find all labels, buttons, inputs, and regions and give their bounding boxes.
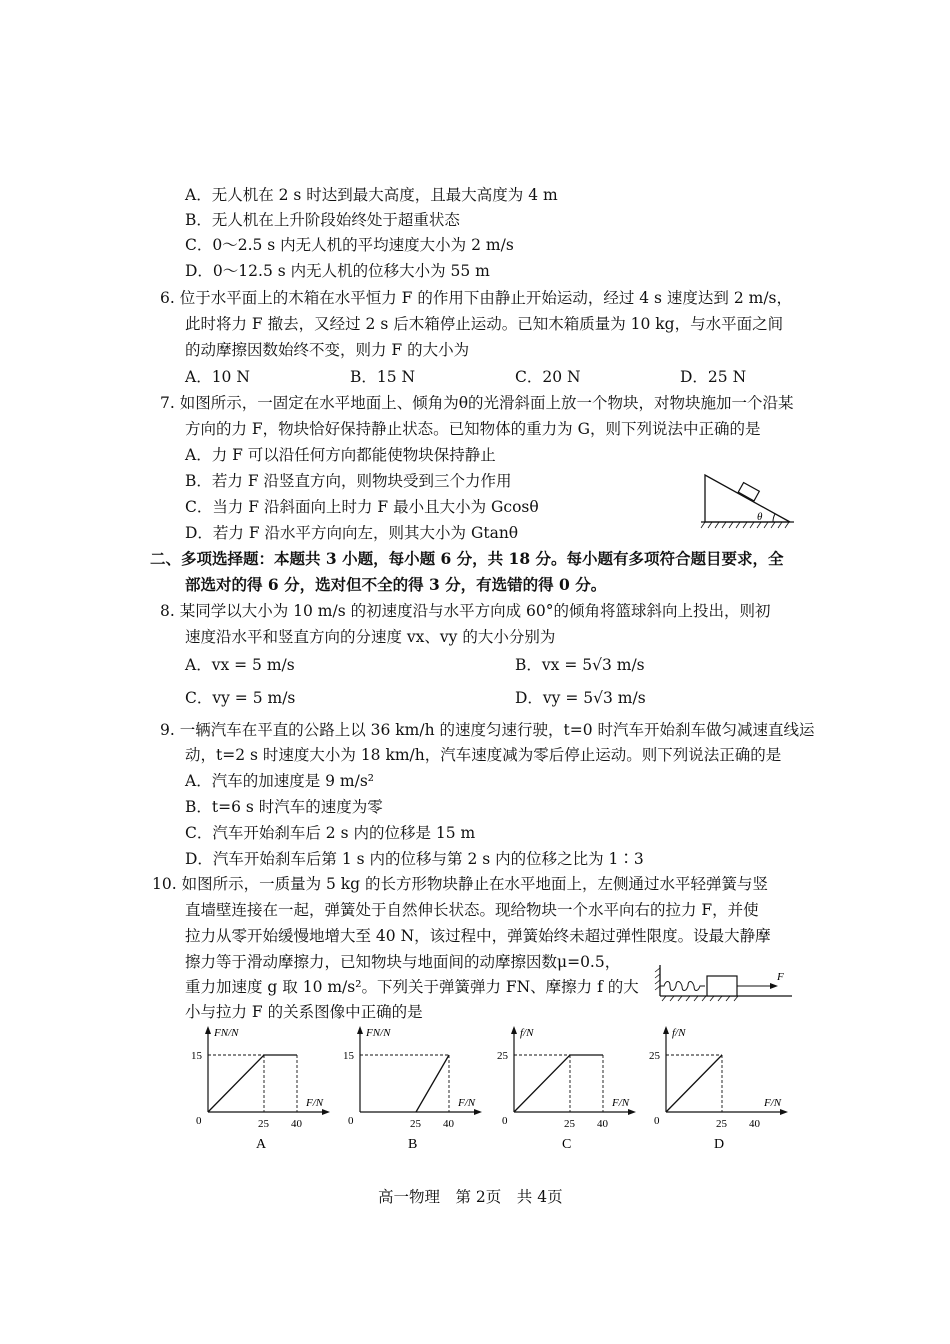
q10-stem-line4: 擦力等于滑动摩擦力，已知物块与地面间的动摩擦因数μ=0.5， xyxy=(185,953,621,971)
graph-d-label: D xyxy=(714,1137,725,1152)
graph-c-xlabel: F/N xyxy=(612,1097,630,1109)
graph-c-ytick: 25 xyxy=(497,1050,508,1062)
graph-c-origin: 0 xyxy=(502,1115,508,1127)
page-footer: 高一物理 第 2页 共 4页 xyxy=(378,1188,563,1206)
graph-c-xtick-25: 25 xyxy=(564,1118,575,1130)
graph-b xyxy=(338,1024,488,1154)
q9-option-a: A．汽车的加速度是 9 m/s² xyxy=(185,772,374,790)
q5-option-a: A．无人机在 2 s 时达到最大高度，且最大高度为 4 m xyxy=(185,186,558,204)
graph-c xyxy=(492,1024,642,1154)
q6-stem-line2: 此时将力 F 撤去，又经过 2 s 后木箱停止运动。已知木箱质量为 10 kg，与水平面之间 xyxy=(185,315,784,333)
q10-spring-figure xyxy=(652,962,797,1002)
q7-stem-line2: 方向的力 F，物块恰好保持静止状态。已知物体的重力为 G，则下列说法中正确的是 xyxy=(185,420,761,438)
graph-b-xtick-40: 40 xyxy=(443,1118,454,1130)
graph-a-ytick: 15 xyxy=(191,1050,202,1062)
q7-option-b: B．若力 F 沿竖直方向，则物块受到三个力作用 xyxy=(185,472,512,490)
q8-option-d: D．vy = 5√3 m/s xyxy=(515,689,646,707)
graph-b-label: B xyxy=(408,1137,418,1152)
q5-option-c: C．0～2.5 s 内无人机的平均速度大小为 2 m/s xyxy=(185,236,514,254)
q7-stem-line1: 7. 如图所示，一固定在水平地面上、倾角为θ的光滑斜面上放一个物块，对物块施加一个沿某 xyxy=(160,394,794,412)
q8-option-b: B．vx = 5√3 m/s xyxy=(515,656,645,674)
section2-heading-line1: 二、多项选择题：本题共 3 小题，每小题 6 分，共 18 分。每小题有多项符合题目要求，全 xyxy=(150,549,784,568)
q10-stem-line6: 小与拉力 F 的关系图像中正确的是 xyxy=(185,1003,423,1021)
graph-b-ylabel: FN/N xyxy=(366,1027,391,1039)
q7-option-d: D．若力 F 沿水平方向向左，则其大小为 Gtanθ xyxy=(185,524,519,542)
q5-option-d: D．0～12.5 s 内无人机的位移大小为 55 m xyxy=(185,262,490,280)
graph-c-ylabel: f/N xyxy=(520,1027,534,1039)
graph-a-origin: 0 xyxy=(196,1115,202,1127)
graph-d xyxy=(644,1024,794,1154)
graph-a xyxy=(186,1024,336,1154)
q5-option-b: B．无人机在上升阶段始终处于超重状态 xyxy=(185,211,460,229)
q9-option-b: B．t=6 s 时汽车的速度为零 xyxy=(185,798,383,816)
graph-a-ylabel: FN/N xyxy=(214,1027,239,1039)
graph-a-xtick-25: 25 xyxy=(258,1118,269,1130)
graph-d-xtick-40: 40 xyxy=(749,1118,760,1130)
q10-stem-line3: 拉力从零开始缓慢地增大至 40 N，该过程中，弹簧始终未超过弹性限度。设最大静摩 xyxy=(185,927,771,945)
q10-force-label: F xyxy=(777,971,784,983)
graph-d-origin: 0 xyxy=(654,1115,660,1127)
graph-d-xlabel: F/N xyxy=(764,1097,782,1109)
graph-d-ylabel: f/N xyxy=(672,1027,686,1039)
q6-option-c: C．20 N xyxy=(515,368,581,386)
q8-option-a: A．vx = 5 m/s xyxy=(185,656,295,674)
graph-b-origin: 0 xyxy=(348,1115,354,1127)
q6-stem-line3: 的动摩擦因数始终不变，则力 F 的大小为 xyxy=(185,341,470,359)
section2-heading-line2: 部选对的得 6 分，选对但不全的得 3 分，有选错的得 0 分。 xyxy=(185,575,607,594)
q6-option-d: D．25 N xyxy=(680,368,747,386)
graph-b-xtick-25: 25 xyxy=(410,1118,421,1130)
graph-c-xtick-40: 40 xyxy=(597,1118,608,1130)
graph-a-label: A xyxy=(256,1137,267,1152)
q9-option-d: D．汽车开始刹车后第 1 s 内的位移与第 2 s 内的位移之比为 1∶3 xyxy=(185,850,644,868)
q10-stem-line5: 重力加速度 g 取 10 m/s²。下列关于弹簧弹力 FN、摩擦力 f 的大 xyxy=(185,978,639,996)
q7-option-a: A．力 F 可以沿任何方向都能使物块保持静止 xyxy=(185,446,496,464)
graph-a-xtick-40: 40 xyxy=(291,1118,302,1130)
q10-stem-line1: 10. 如图所示，一质量为 5 kg 的长方形物块静止在水平地面上，左侧通过水平轻弹簧与竖 xyxy=(152,875,769,893)
graph-c-label: C xyxy=(562,1137,572,1152)
q8-stem-line2: 速度沿水平和竖直方向的分速度 vx、vy 的大小分别为 xyxy=(185,628,556,646)
graph-d-ytick: 25 xyxy=(649,1050,660,1062)
q9-stem-line1: 9. 一辆汽车在平直的公路上以 36 km/h 的速度匀速行驶，t=0 时汽车开始刹车做匀减速直线运 xyxy=(160,721,815,739)
q9-option-c: C．汽车开始刹车后 2 s 内的位移是 15 m xyxy=(185,824,476,842)
q6-stem-line1: 6. 位于水平面上的木箱在水平恒力 F 的作用下由静止开始运动，经过 4 s 速度达到 2 m/s， xyxy=(160,289,793,307)
q8-option-c: C．vy = 5 m/s xyxy=(185,689,296,707)
q6-option-a: A．10 N xyxy=(185,368,250,386)
q7-incline-figure xyxy=(695,470,800,532)
graph-d-xtick-25: 25 xyxy=(716,1118,727,1130)
q9-stem-line2: 动，t=2 s 时速度大小为 18 km/h，汽车速度减为零后停止运动。则下列说法正确的是 xyxy=(185,746,782,764)
q7-option-c: C．当力 F 沿斜面向上时力 F 最小且大小为 Gcosθ xyxy=(185,498,539,516)
q6-option-b: B．15 N xyxy=(350,368,416,386)
q10-stem-line2: 直墙壁连接在一起，弹簧处于自然伸长状态。现给物块一个水平向右的拉力 F，并使 xyxy=(185,901,759,919)
graph-b-xlabel: F/N xyxy=(458,1097,476,1109)
graph-a-xlabel: F/N xyxy=(306,1097,324,1109)
q8-stem-line1: 8. 某同学以大小为 10 m/s 的初速度沿与水平方向成 60°的倾角将篮球斜向上投出，则初 xyxy=(160,602,771,620)
q7-theta-label: θ xyxy=(757,511,763,523)
graph-b-ytick: 15 xyxy=(343,1050,354,1062)
